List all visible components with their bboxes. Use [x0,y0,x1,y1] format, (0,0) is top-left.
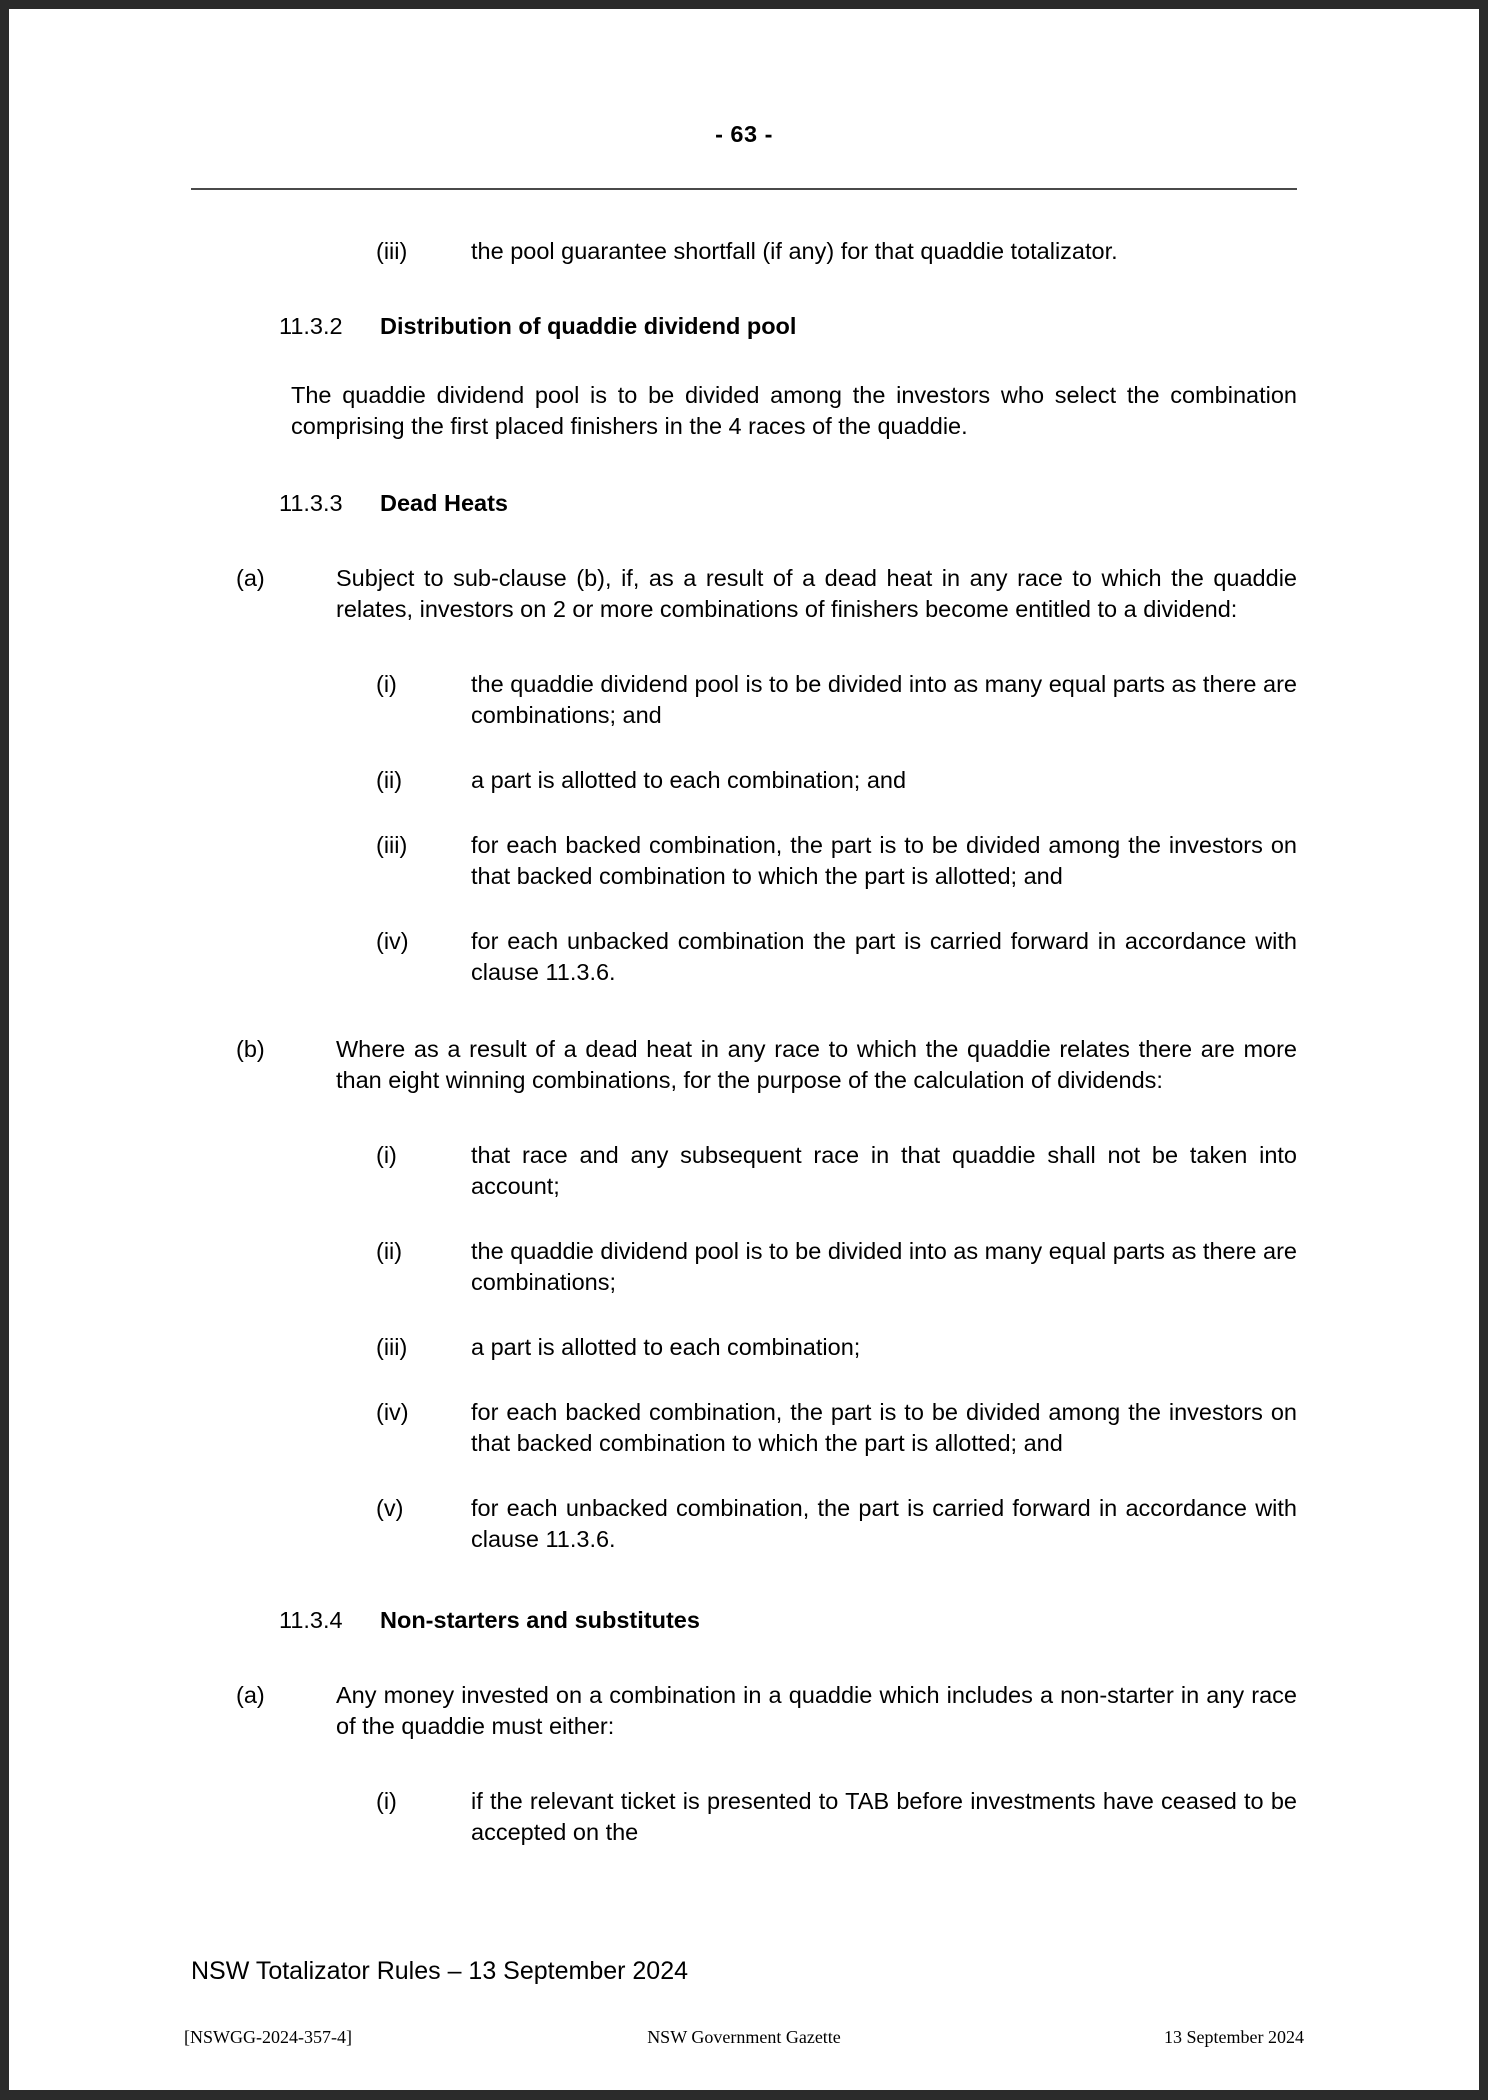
list-item [376,669,1297,731]
list-marker: (iii) [376,237,408,264]
list-marker: (i) [376,670,397,697]
list-marker: (ii) [376,1237,403,1264]
list-item [376,765,1297,796]
list-marker: (iv) [376,927,409,954]
list-item [376,1397,1297,1459]
section-number: 11.3.3 [279,489,343,516]
clause-text: Any money invested on a combination in a quaddie which includes a non-starter in any race of the quaddie must either: [336,1681,1297,1739]
clause-text: Where as a result of a dead heat in any race to which the quaddie relates there are more than eight winning combinations, for the purpose of the calculation of dividends: [336,1035,1297,1093]
list-marker: (v) [376,1494,404,1521]
footer-reference-id: [NSWGG-2024-357-4] [184,2027,352,2047]
list-item [376,1786,1297,1848]
document-page [9,9,1479,2090]
clause-text: Subject to sub-clause (b), if, as a result of a dead heat in any race to which the quaddie relates, investors on 2 or more combinations of finishers become entitled to a dividend: [336,564,1297,622]
list-marker: (i) [376,1141,397,1168]
list-marker: (i) [376,1787,397,1814]
list-item-text: that race and any subsequent race in that quaddie shall not be taken into account; [471,1141,1297,1199]
section-title: Distribution of quaddie dividend pool [380,312,797,339]
list-marker: (iv) [376,1398,409,1425]
list-item-text: for each unbacked combination the part is carried forward in accordance with clause 11.3.6. [471,927,1297,985]
list-item-text: a part is allotted to each combination; and [471,766,907,793]
list-marker: (ii) [376,766,403,793]
clause-marker: (b) [236,1035,265,1062]
section-heading-11-3-3 [279,488,1297,519]
list-marker: (iii) [376,831,408,858]
footer-meta-row [9,2027,1479,2048]
list-item-text: a part is allotted to each combination; [471,1333,861,1360]
section-number: 11.3.2 [279,312,343,339]
list-item-text: for each unbacked combination, the part is carried forward in accordance with clause 11.3.6. [471,1494,1297,1552]
section-title: Dead Heats [380,489,508,516]
list-item [376,1493,1297,1555]
section-number: 11.3.4 [279,1606,343,1633]
clause-marker: (a) [236,1681,265,1708]
list-item [376,830,1297,892]
section-heading-11-3-4 [279,1605,1297,1636]
section-heading-11-3-2 [279,311,1297,342]
list-item [376,190,1297,267]
list-item-text: the quaddie dividend pool is to be divided into as many equal parts as there are combinations; [471,1237,1297,1295]
list-item [376,926,1297,988]
list-marker: (iii) [376,1333,408,1360]
clause-marker: (a) [236,564,265,591]
list-item-text: for each backed combination, the part is to be divided among the investors on that backed combination to which the part is allotted; and [471,831,1297,889]
list-item [376,1236,1297,1298]
section-paragraph: The quaddie dividend pool is to be divided among the investors who select the combination comprising the first placed finishers in the 4 races of the quaddie. [291,381,1297,439]
page-header [9,9,1479,190]
clause-a [236,563,1297,625]
list-item-text: the quaddie dividend pool is to be divided into as many equal parts as there are combinations; and [471,670,1297,728]
section-title: Non-starters and substitutes [380,1606,700,1633]
page-body [9,190,1479,1848]
list-item [376,1140,1297,1202]
clause-a [236,1680,1297,1742]
list-item-text: for each backed combination, the part is to be divided among the investors on that backed combination to which the part is allotted; and [471,1398,1297,1456]
list-item [376,1332,1297,1363]
page-footer [9,1956,1479,2090]
footer-date: 13 September 2024 [1164,2027,1304,2047]
footer-document-title: NSW Totalizator Rules – 13 September 2024 [191,1957,689,1985]
page-number: - 63 - [715,121,773,147]
list-item-text: if the relevant ticket is presented to TAB before investments have ceased to be accepted on the [471,1787,1297,1845]
clause-b [236,1034,1297,1096]
footer-publication-name: NSW Government Gazette [647,2027,841,2047]
list-item-text: the pool guarantee shortfall (if any) for that quaddie totalizator. [471,237,1118,264]
